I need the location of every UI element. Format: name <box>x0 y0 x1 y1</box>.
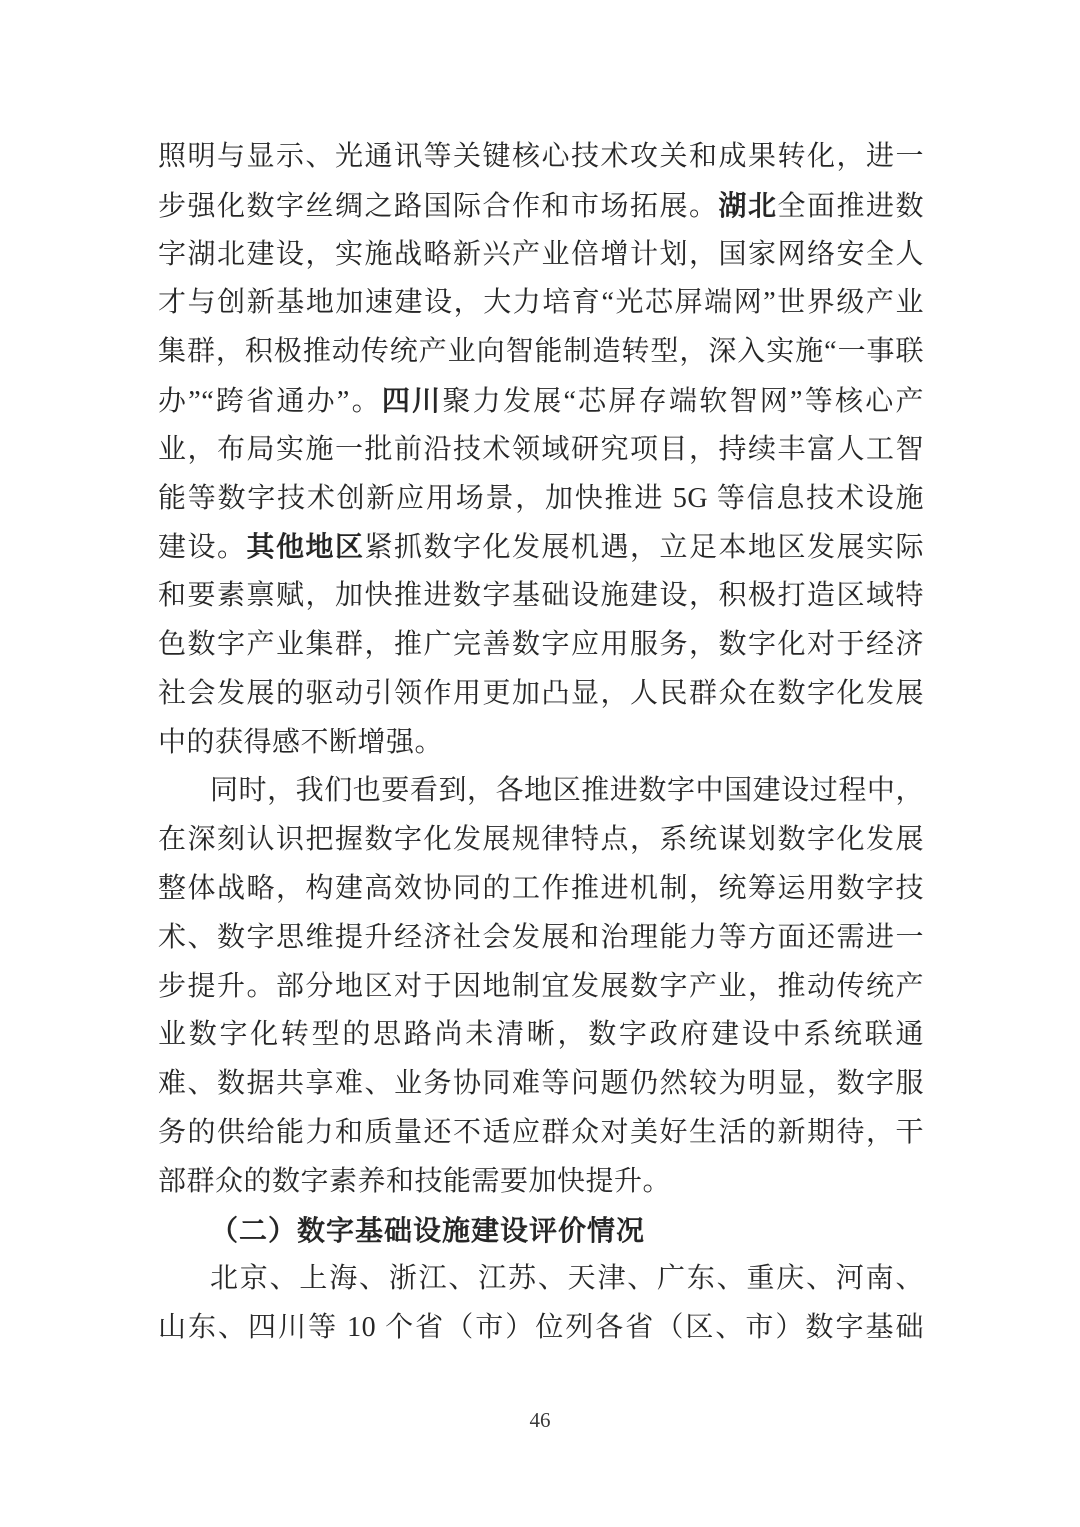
text-line <box>158 621 924 670</box>
text-line <box>158 426 924 475</box>
text-line <box>158 231 924 280</box>
text-line <box>158 670 924 719</box>
text-run: 在深刻认识把握数字化发展规律特点，系统谋划数字化发展 <box>158 824 924 856</box>
text-run: 字湖北建设，实施战略新兴产业倍增计划，国家网络安全人 <box>158 238 924 270</box>
text-run: 色数字产业集群，推广完善数字应用服务，数字化对于经济 <box>158 628 924 660</box>
text-run: 部群众的数字素养和技能需要加快提升。 <box>158 1165 672 1197</box>
text-line <box>158 719 924 768</box>
text-run: 务的供给能力和质量还不适应群众对美好生活的新期待，干 <box>158 1116 924 1148</box>
text-run: 全面推进数 <box>777 190 924 222</box>
text-line <box>158 767 924 816</box>
text-run: 办”“跨省通办”。 <box>158 385 382 417</box>
text-line <box>158 1109 924 1158</box>
text-line <box>158 328 924 377</box>
text-line <box>158 1255 924 1304</box>
text-run: 北京、上海、浙江、江苏、天津、广东、重庆、河南、 <box>210 1263 924 1295</box>
text-line <box>158 914 924 963</box>
page-number: 46 <box>529 1408 551 1432</box>
text-run: 和要素禀赋，加快推进数字基础设施建设，积极打造区域特 <box>158 580 924 612</box>
text-run: 难、数据共享难、业务协同难等问题仍然较为明显，数字服 <box>158 1068 924 1100</box>
text-line <box>158 133 924 182</box>
text-line <box>158 523 924 572</box>
text-line <box>158 1060 924 1109</box>
text-line <box>158 1304 924 1353</box>
emphasis-run: 湖北 <box>718 189 778 221</box>
emphasis-run: 四川 <box>381 384 443 416</box>
text-run: 中的获得感不断增强。 <box>158 726 444 758</box>
text-run: 能等数字技术创新应用场景，加快推进 5G 等信息技术设施 <box>158 482 924 514</box>
text-line <box>158 816 924 865</box>
text-run: 山东、四川等 10 个省（市）位列各省（区、市）数字基础 <box>158 1312 924 1344</box>
text-run: 建设。 <box>158 532 247 564</box>
emphasis-run: 其他地区 <box>246 531 365 563</box>
text-line <box>158 572 924 621</box>
text-line <box>158 377 924 426</box>
text-run: 社会发展的驱动引领作用更加凸显，人民群众在数字化发展 <box>158 677 924 709</box>
text-run: 聚力发展“芯屏存端软智网”等核心产 <box>442 385 924 417</box>
text-run: 整体战略，构建高效协同的工作推进机制，统筹运用数字技 <box>158 872 924 904</box>
text-line <box>158 182 924 231</box>
text-line <box>158 1011 924 1060</box>
text-line <box>158 1158 924 1207</box>
emphasis-run: （二）数字基础设施建设评价情况 <box>210 1214 646 1246</box>
text-line <box>158 279 924 328</box>
text-line <box>158 475 924 524</box>
text-run: 同时，我们也要看到，各地区推进数字中国建设过程中， <box>210 775 924 807</box>
text-run: 照明与显示、光通讯等关键核心技术攻关和成果转化，进一 <box>158 141 924 172</box>
text-run: 业，布局实施一批前沿技术领域研究项目，持续丰富人工智 <box>158 433 924 465</box>
text-run: 步强化数字丝绸之路国际合作和市场拓展。 <box>158 190 719 222</box>
text-run: 步提升。部分地区对于因地制宜发展数字产业，推动传统产 <box>158 970 924 1002</box>
section-heading <box>158 1207 924 1256</box>
text-run: 业数字化转型的思路尚未清晰，数字政府建设中系统联通 <box>158 1019 924 1051</box>
document-body <box>158 133 924 1353</box>
text-run: 才与创新基地加速建设，大力培育“光芯屏端网”世界级产业 <box>158 287 924 319</box>
text-run: 紧抓数字化发展机遇，立足本地区发展实际 <box>364 532 924 564</box>
text-run: 集群，积极推动传统产业向智能制造转型，深入实施“一事联 <box>158 336 924 368</box>
text-run: 术、数字思维提升经济社会发展和治理能力等方面还需进一 <box>158 921 924 953</box>
text-line <box>158 963 924 1012</box>
text-line <box>158 865 924 914</box>
